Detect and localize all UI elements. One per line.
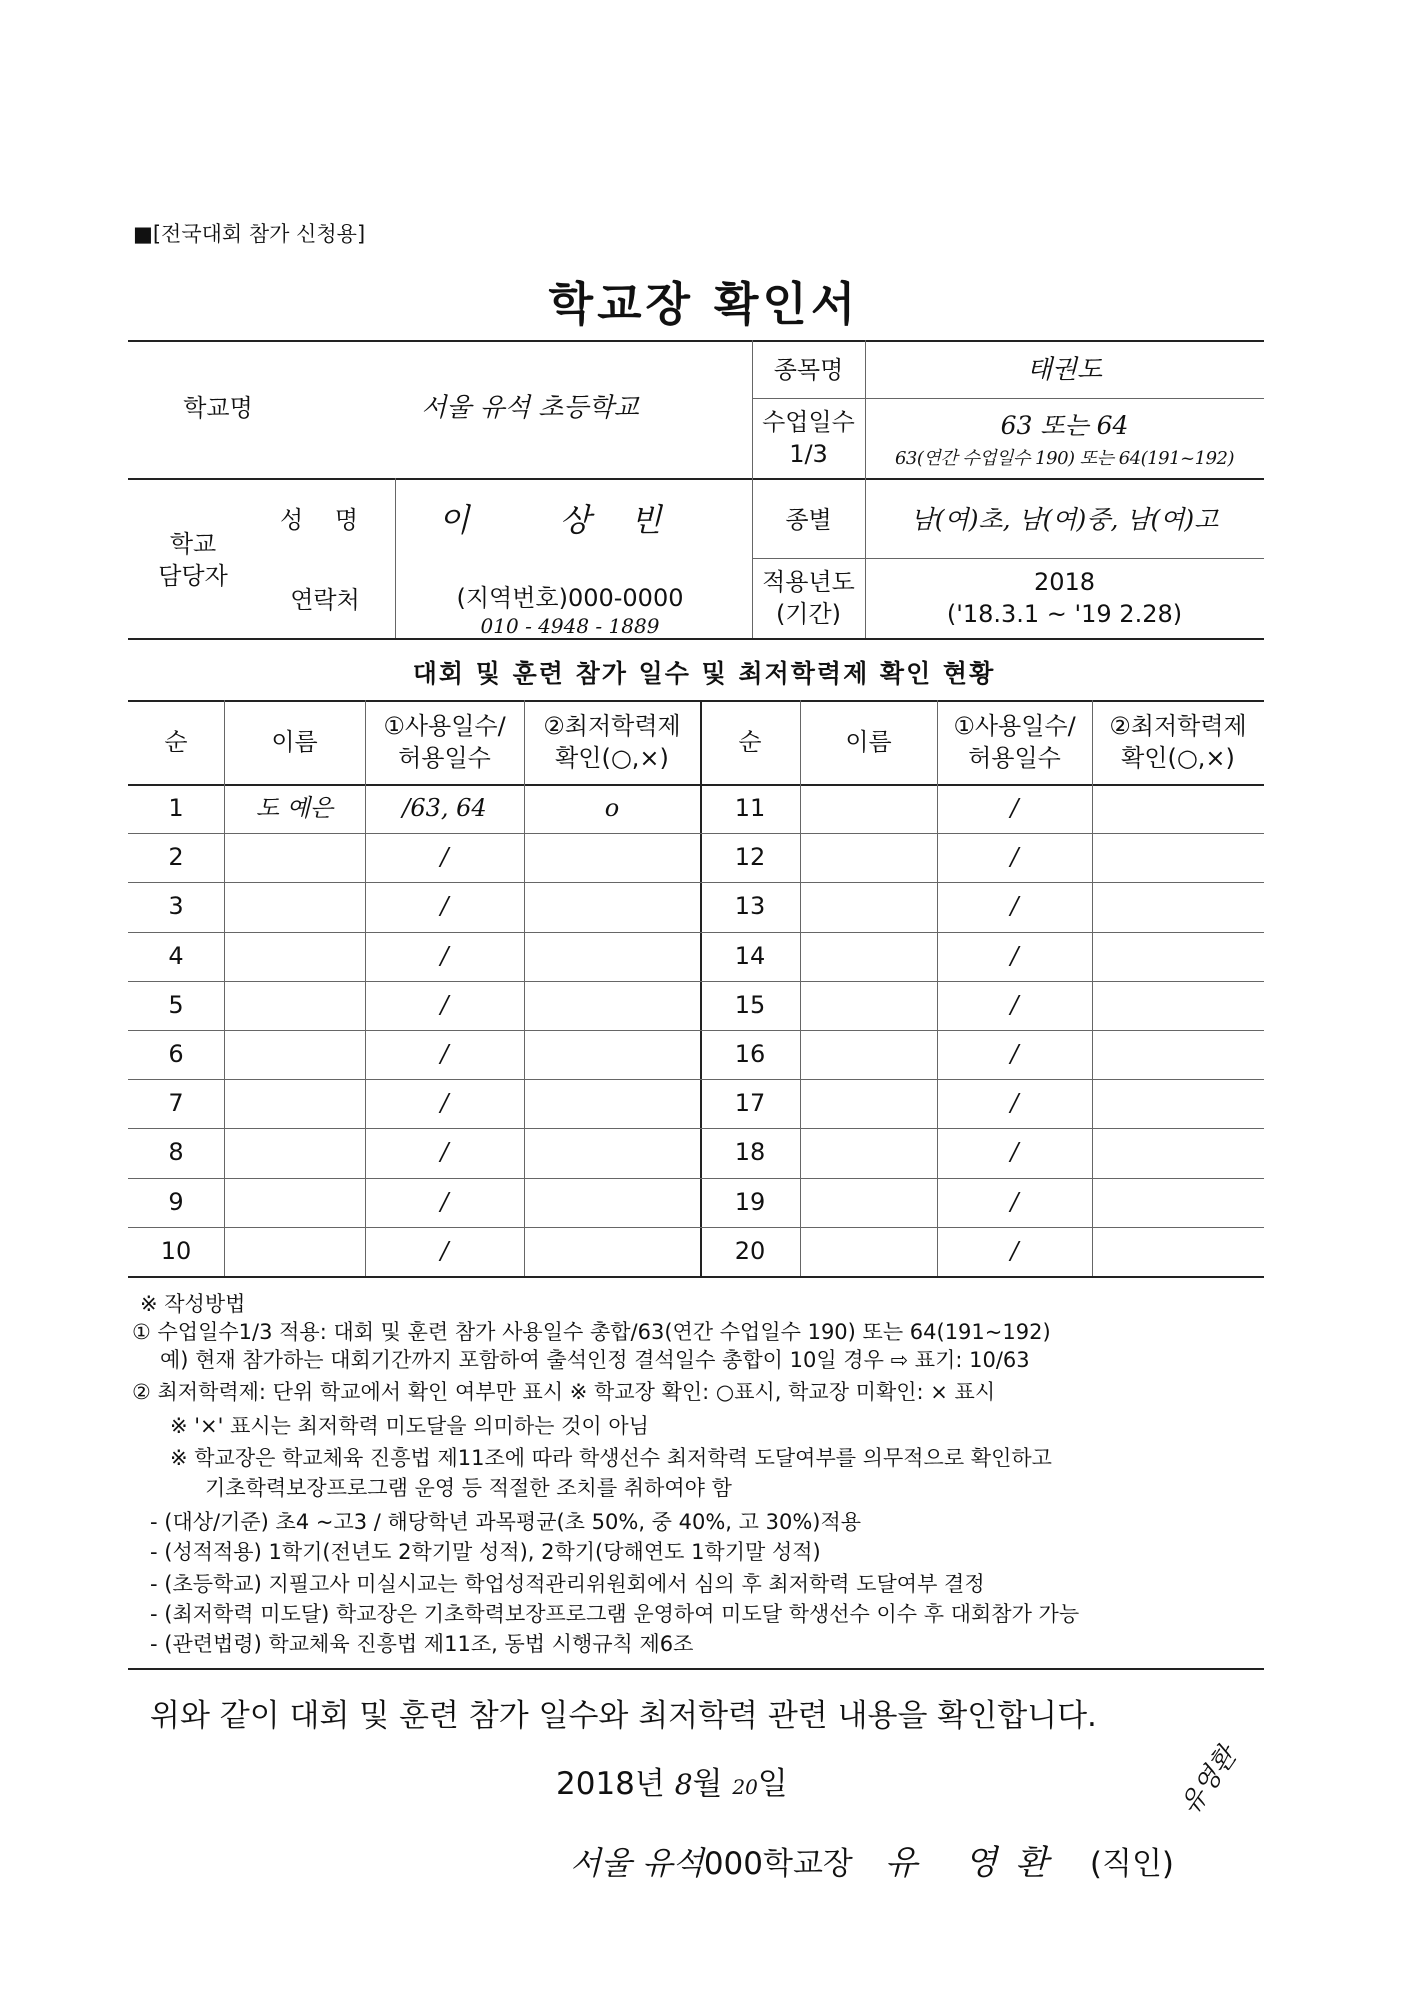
form-type-tag: ■[전국대회 참가 신청용] xyxy=(133,222,366,246)
year-label-line1: 적용년도 xyxy=(762,568,855,596)
row-days: / xyxy=(440,1089,449,1118)
days-label-line2: 1/3 xyxy=(789,440,828,468)
note-line: 예) 현재 참가하는 대회기간까지 포함하여 출석인정 결석일수 총합이 10일 경우 ⇨ 표기: 10/63 xyxy=(160,1348,1030,1372)
col-days-right xyxy=(937,710,1092,774)
date-line xyxy=(556,1758,788,1803)
sport-label: 종목명 xyxy=(773,356,844,384)
col-no-left: 순 xyxy=(164,728,188,756)
note-line: - (초등학교) 지필고사 미실시교는 학업성적관리위원회에서 심의 후 최저학력 도달여부 결정 xyxy=(150,1572,985,1596)
days-value: 63 또는 64 xyxy=(1000,411,1129,440)
row-number: 1 xyxy=(168,794,184,822)
date-day-hand: 20 xyxy=(732,1775,758,1799)
row-number: 2 xyxy=(168,843,184,872)
row-days: / xyxy=(440,1187,449,1216)
col-check-left-line2: 확인(○,×) xyxy=(555,744,669,772)
col-name-left: 이름 xyxy=(271,728,318,756)
note-line: ※ 학교장은 학교체육 진흥법 제11조에 따라 학생선수 최저학력 도달여부를 의무적으로 확인하고 xyxy=(170,1446,1052,1470)
page-title: 학교장 확인서 xyxy=(548,277,860,331)
col-days-left xyxy=(365,710,524,774)
sig-principal-hand: 유 영환 xyxy=(884,1843,1067,1883)
note-line: - (관련법령) 학교체육 진흥법 제11조, 동법 시행규칙 제6조 xyxy=(150,1632,694,1656)
row-days: / xyxy=(1010,843,1019,872)
col-no-right: 순 xyxy=(738,728,762,756)
note-line: - (대상/기준) 초4 ~고3 / 해당학년 과목평균(초 50%, 중 40%, 고 30%)적용 xyxy=(150,1510,862,1534)
contact-printed: (지역번호)000-0000 xyxy=(456,584,684,612)
school-name-value: 서울 유석 초등학교 xyxy=(421,393,639,423)
row-number: 5 xyxy=(168,990,184,1019)
row-number: 17 xyxy=(734,1089,766,1118)
gender-label: 종별 xyxy=(785,506,832,534)
row-number: 12 xyxy=(734,843,766,872)
note-line: - (성적적용) 1학기(전년도 2학기말 성적), 2학기(당해연도 1학기말 성적) xyxy=(150,1540,821,1564)
row-days: / xyxy=(1010,794,1019,822)
col-days-right-line2: 허용일수 xyxy=(968,744,1061,772)
col-days-left-line1: ①사용일수/ xyxy=(383,712,506,740)
row-days: / xyxy=(440,843,449,872)
note-line: - (최저학력 미도달) 학교장은 기초학력보장프로그램 운영하여 미도달 학생선수 이수 후 대회참가 가능 xyxy=(150,1602,1080,1626)
row-days: / xyxy=(1010,1236,1019,1265)
row-number: 14 xyxy=(734,941,766,970)
row-number: 19 xyxy=(734,1187,766,1216)
sig-seal-label: (직인) xyxy=(1089,1846,1174,1882)
row-number: 16 xyxy=(734,1040,766,1068)
row-number: 6 xyxy=(168,1040,184,1068)
date-day-label: 일 xyxy=(757,1766,788,1802)
section-title: 대회 및 훈련 참가 일수 및 최저학력제 확인 현황 xyxy=(412,659,996,688)
staff-label-line1: 학교 xyxy=(169,530,217,558)
year-label-line2: (기간) xyxy=(775,600,842,628)
row-days: / xyxy=(1010,892,1019,921)
row-days: / xyxy=(1010,990,1019,1019)
year-value: 2018 xyxy=(1033,568,1096,596)
days-value-detail: 63(연간 수업일수 190) 또는 64(191~192) xyxy=(894,448,1235,469)
col-check-left xyxy=(524,710,700,774)
days-label-line1: 수업일수 xyxy=(762,408,855,436)
row-number: 11 xyxy=(734,794,766,822)
row-days: / xyxy=(440,1138,449,1167)
confirm-text: 위와 같이 대회 및 훈련 참가 일수와 최저학력 관련 내용을 확인합니다. xyxy=(150,1698,1097,1734)
note-line: 기초학력보장프로그램 운영 등 적절한 조치를 취하여야 함 xyxy=(205,1476,732,1500)
row-number: 8 xyxy=(168,1138,184,1167)
col-days-left-line2: 허용일수 xyxy=(398,744,491,772)
row-number: 18 xyxy=(734,1138,766,1167)
row-days: / xyxy=(440,1040,449,1068)
days-label xyxy=(752,406,865,470)
school-name-label: 학교명 xyxy=(183,394,253,422)
staff-label-line2: 담당자 xyxy=(158,562,228,590)
row-days: / xyxy=(1010,1138,1019,1167)
sig-school-hand: 서울 유석 xyxy=(570,1844,704,1882)
row-name: 도 예은 xyxy=(255,794,334,822)
row-number: 10 xyxy=(160,1236,192,1265)
row-number: 15 xyxy=(734,990,766,1019)
row-days: / xyxy=(440,941,449,970)
col-name-right: 이름 xyxy=(845,728,892,756)
row-number: 3 xyxy=(168,892,184,921)
date-month-hand: 8 xyxy=(674,1768,693,1801)
row-number: 4 xyxy=(168,941,184,970)
date-year: 2018년 xyxy=(556,1766,665,1802)
row-days: / xyxy=(440,1236,449,1265)
row-number: 13 xyxy=(734,892,766,921)
contact-label: 연락처 xyxy=(290,586,360,614)
col-check-left-line1: ②최저학력제 xyxy=(543,712,681,740)
row-days: / xyxy=(1010,1187,1019,1216)
col-check-right-line2: 확인(○,×) xyxy=(1121,744,1235,772)
period-value: ('18.3.1 ~ '19 2.28) xyxy=(946,600,1183,628)
row-number: 20 xyxy=(734,1236,766,1265)
contact-handwritten: 010 - 4948 - 1889 xyxy=(480,614,660,638)
note-line: ※ '×' 표시는 최저학력 미도달을 의미하는 것이 아님 xyxy=(170,1414,649,1438)
col-check-right xyxy=(1092,710,1264,774)
name-label: 성 명 xyxy=(280,506,370,534)
col-days-right-line1: ①사용일수/ xyxy=(953,712,1076,740)
note-line: ② 최저학력제: 단위 학교에서 확인 여부만 표시 ※ 학교장 확인: ○표시, 학교장 미확인: × 표시 xyxy=(132,1380,996,1404)
row-days: / xyxy=(440,990,449,1019)
note-line: ① 수업일수1/3 적용: 대회 및 훈련 참가 사용일수 총합/63(연간 수업일수 190) 또는 64(191~192) xyxy=(132,1320,1051,1344)
date-month-label: 월 xyxy=(692,1766,723,1802)
signature-line xyxy=(570,1835,1174,1884)
row-days: /63, 64 xyxy=(402,794,487,822)
row-number: 9 xyxy=(168,1187,184,1216)
row-number: 7 xyxy=(168,1089,184,1118)
staff-label xyxy=(128,528,258,592)
row-days: / xyxy=(440,892,449,921)
row-days: / xyxy=(1010,1089,1019,1118)
sig-school-printed: 000학교장 xyxy=(703,1846,853,1882)
col-check-right-line1: ②최저학력제 xyxy=(1109,712,1247,740)
note-line: ※ 작성방법 xyxy=(140,1292,246,1316)
year-label xyxy=(752,566,865,630)
seal-hand-signature: 유영환 xyxy=(1174,1741,1243,1821)
name-value: 이 상빈 xyxy=(438,501,702,539)
sport-value: 태권도 xyxy=(1026,355,1103,385)
gender-value: 남(여)초, 남(여)중, 남(여)고 xyxy=(910,505,1219,534)
row-days: / xyxy=(1010,941,1019,970)
row-check: o xyxy=(604,794,620,822)
row-days: / xyxy=(1010,1040,1019,1068)
